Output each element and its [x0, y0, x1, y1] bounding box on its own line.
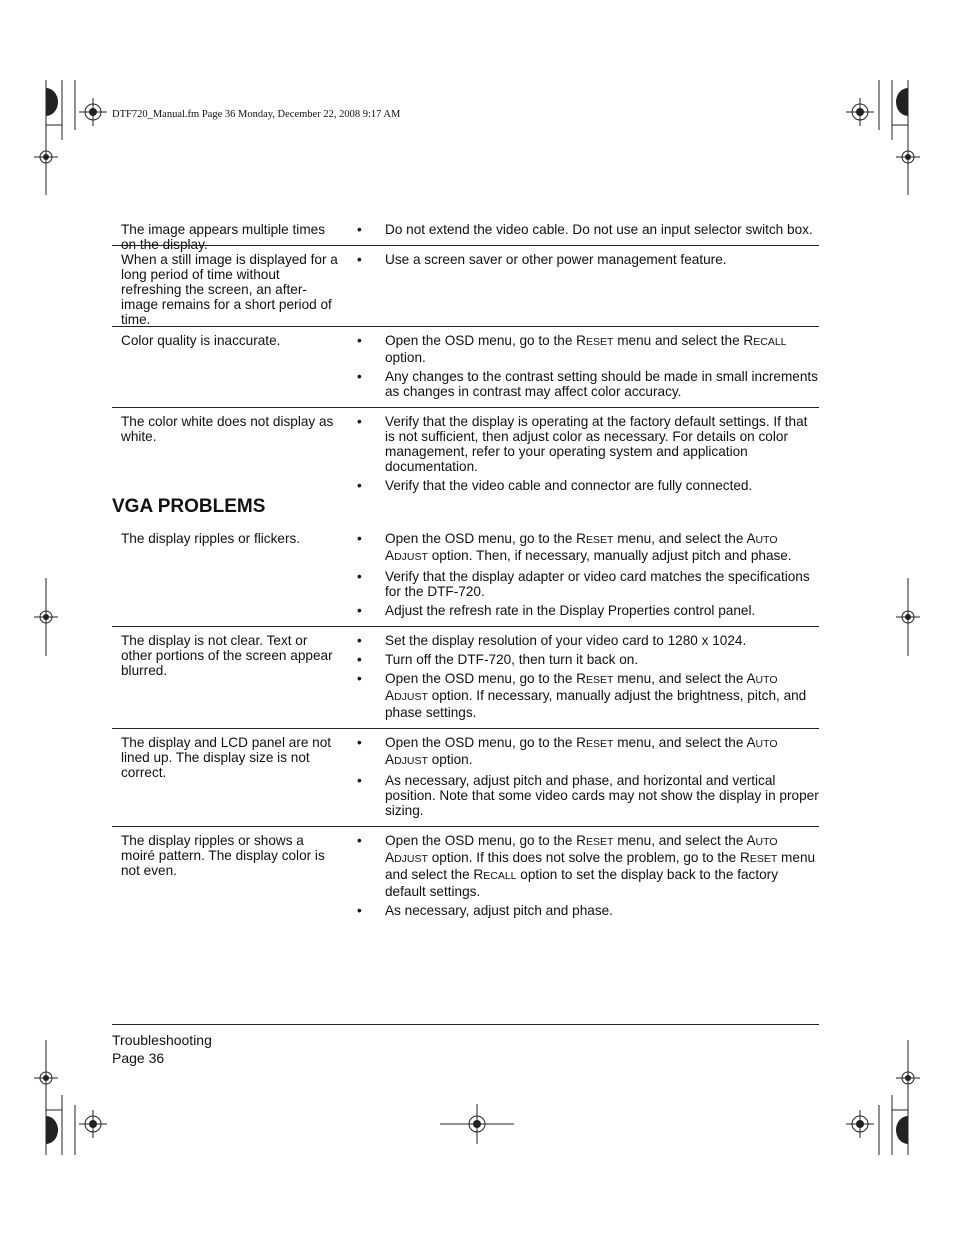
problem-description: The display ripples or shows a moiré pattern. The display color is not even. — [121, 833, 325, 878]
crosshair-target-icon — [79, 1110, 107, 1138]
menu-name-smallcaps: DJUST — [394, 691, 428, 703]
solution-text: menu and select the R — [613, 333, 754, 348]
solution-item — [357, 414, 819, 474]
solution-text: Any changes to the contrast setting should be made in small increments as changes in contrast may affect color accuracy. — [385, 369, 818, 399]
solution-text: Open the OSD menu, go to the R — [385, 531, 586, 546]
solution-text: Verify that the display is operating at the factory default settings. If that is not sufficient, then adjust color as necessary. For details on color management, refer to your operating system and application documentation. — [385, 414, 808, 474]
corner-disc-icon — [896, 1116, 908, 1144]
bullet-icon: • — [357, 633, 362, 648]
table-row — [112, 327, 819, 408]
corner-disc-icon — [46, 88, 58, 116]
footer-section-name: Troubleshooting — [112, 1032, 212, 1048]
solution-text: option. — [385, 350, 426, 365]
menu-name-smallcaps: DJUST — [394, 551, 428, 563]
solution-text: option. If necessary, manually adjust the brightness, pitch, and phase settings. — [385, 688, 807, 720]
solution-text: menu, and select the A — [613, 735, 756, 750]
solution-text: option. — [427, 752, 473, 767]
crosshair-target-icon — [846, 98, 874, 126]
bullet-icon: • — [357, 531, 362, 546]
menu-name-smallcaps: ECALL — [483, 870, 517, 882]
solution-text: Verify that the video cable and connector are fully connected. — [385, 478, 753, 493]
solution-list — [357, 833, 819, 918]
solution-list — [357, 735, 819, 818]
solution-text: Use a screen saver or other power management feature. — [385, 252, 727, 267]
solution-item — [357, 369, 819, 399]
table-row — [112, 627, 819, 729]
solution-text: Open the OSD menu, go to the R — [385, 333, 586, 348]
solution-list — [357, 252, 819, 267]
problem-description: Color quality is inaccurate. — [121, 333, 281, 348]
solution-item — [357, 652, 819, 667]
bullet-icon: • — [357, 252, 362, 267]
solution-item — [357, 671, 819, 720]
table-row — [112, 216, 819, 252]
footer-page-number: Page 36 — [112, 1050, 165, 1066]
solution-item — [357, 222, 819, 237]
bullet-icon: • — [357, 369, 362, 384]
menu-name-smallcaps: UTO — [755, 674, 778, 686]
problem-description: The color white does not display as white. — [121, 414, 334, 444]
solution-item — [357, 773, 819, 818]
section-title-vga-problems: VGA PROBLEMS — [112, 496, 266, 517]
crosshair-target-icon — [846, 1110, 874, 1138]
crosshair-target-icon — [79, 98, 107, 126]
footer-rule — [112, 1024, 819, 1025]
solution-list — [357, 222, 819, 237]
solution-list — [357, 333, 819, 399]
corner-disc-icon — [46, 1116, 58, 1144]
solution-text: option to set the display back to the factory default settings. — [385, 867, 778, 899]
solution-item — [357, 735, 819, 769]
solution-list — [357, 531, 819, 618]
solution-item — [357, 633, 819, 648]
solution-text: A — [385, 688, 395, 703]
table-row — [112, 729, 819, 827]
solution-text: Set the display resolution of your video card to 1280 x 1024. — [385, 633, 747, 648]
solution-text: option. If this does not solve the problem, go to the R — [427, 850, 750, 865]
solution-text: menu, and select the A — [613, 833, 756, 848]
solution-item — [357, 478, 819, 493]
solution-text: A — [385, 548, 395, 563]
bullet-icon: • — [357, 735, 362, 750]
menu-name-smallcaps: ECALL — [753, 336, 787, 348]
bullet-icon: • — [357, 903, 362, 918]
bullet-icon: • — [357, 333, 362, 348]
solution-text: Do not extend the video cable. Do not use an input selector switch box. — [385, 222, 813, 237]
menu-name-smallcaps: DJUST — [394, 755, 428, 767]
solution-text: option. Then, if necessary, manually adjust pitch and phase. — [427, 548, 792, 563]
menu-name-smallcaps: ESET — [586, 674, 614, 686]
menu-name-smallcaps: ESET — [749, 853, 778, 865]
solution-text: Open the OSD menu, go to the R — [385, 735, 586, 750]
menu-name-smallcaps: ESET — [586, 836, 614, 848]
solution-item — [357, 833, 819, 899]
corner-disc-icon — [896, 88, 908, 116]
bullet-icon: • — [357, 222, 362, 237]
menu-name-smallcaps: ESET — [586, 534, 614, 546]
table-row — [112, 525, 819, 627]
problem-description: The display and LCD panel are not lined up. The display size is not correct. — [121, 735, 332, 780]
solution-text: menu, and select the A — [613, 671, 756, 686]
solution-text: Turn off the DTF-720, then turn it back on. — [385, 652, 639, 667]
solution-item — [357, 569, 819, 599]
solution-item — [357, 531, 819, 565]
menu-name-smallcaps: UTO — [755, 534, 778, 546]
solution-item — [357, 333, 819, 365]
solution-text: Verify that the display adapter or video card matches the specifications for the DTF-720. — [385, 569, 810, 599]
header-stamp: DTF720_Manual.fm Page 36 Monday, December 22, 2008 9:17 AM — [112, 109, 401, 120]
general-problems-table — [112, 216, 819, 501]
bullet-icon: • — [357, 833, 362, 848]
solution-text: A — [385, 752, 395, 767]
solution-text: menu and select the R — [385, 850, 816, 882]
menu-name-smallcaps: DJUST — [394, 853, 428, 865]
menu-name-smallcaps: UTO — [755, 836, 778, 848]
menu-name-smallcaps: UTO — [755, 738, 778, 750]
menu-name-smallcaps: ESET — [586, 336, 614, 348]
solution-text: Open the OSD menu, go to the R — [385, 833, 586, 848]
bullet-icon: • — [357, 414, 362, 429]
solution-list — [357, 414, 819, 493]
bullet-icon: • — [357, 569, 362, 584]
solution-text: Open the OSD menu, go to the R — [385, 671, 586, 686]
table-row — [112, 827, 819, 926]
bullet-icon: • — [357, 603, 362, 618]
solution-item — [357, 252, 819, 267]
bullet-icon: • — [357, 671, 362, 686]
solution-list — [357, 633, 819, 720]
menu-name-smallcaps: ESET — [586, 738, 614, 750]
solution-item — [357, 603, 819, 618]
vga-problems-table — [112, 525, 819, 926]
bullet-icon: • — [357, 773, 362, 788]
solution-text: As necessary, adjust pitch and phase. — [385, 903, 613, 918]
solution-text: menu, and select the A — [613, 531, 756, 546]
bullet-icon: • — [357, 478, 362, 493]
solution-text: A — [385, 850, 395, 865]
solution-item — [357, 903, 819, 918]
problem-description: When a still image is displayed for a long period of time without refreshing the screen, an after-image remains for a short period of time. — [121, 252, 338, 327]
solution-text: As necessary, adjust pitch and phase, and horizontal and vertical position. Note that some video cards may not show the display in proper sizing. — [385, 773, 819, 818]
table-row — [112, 408, 819, 501]
bullet-icon: • — [357, 652, 362, 667]
problem-description: The display ripples or flickers. — [121, 531, 301, 546]
table-row — [112, 246, 819, 327]
problem-description: The display is not clear. Text or other portions of the screen appear blurred. — [121, 633, 333, 678]
solution-text: Adjust the refresh rate in the Display Properties control panel. — [385, 603, 756, 618]
problem-description: The image appears multiple times on the display. — [121, 222, 325, 252]
